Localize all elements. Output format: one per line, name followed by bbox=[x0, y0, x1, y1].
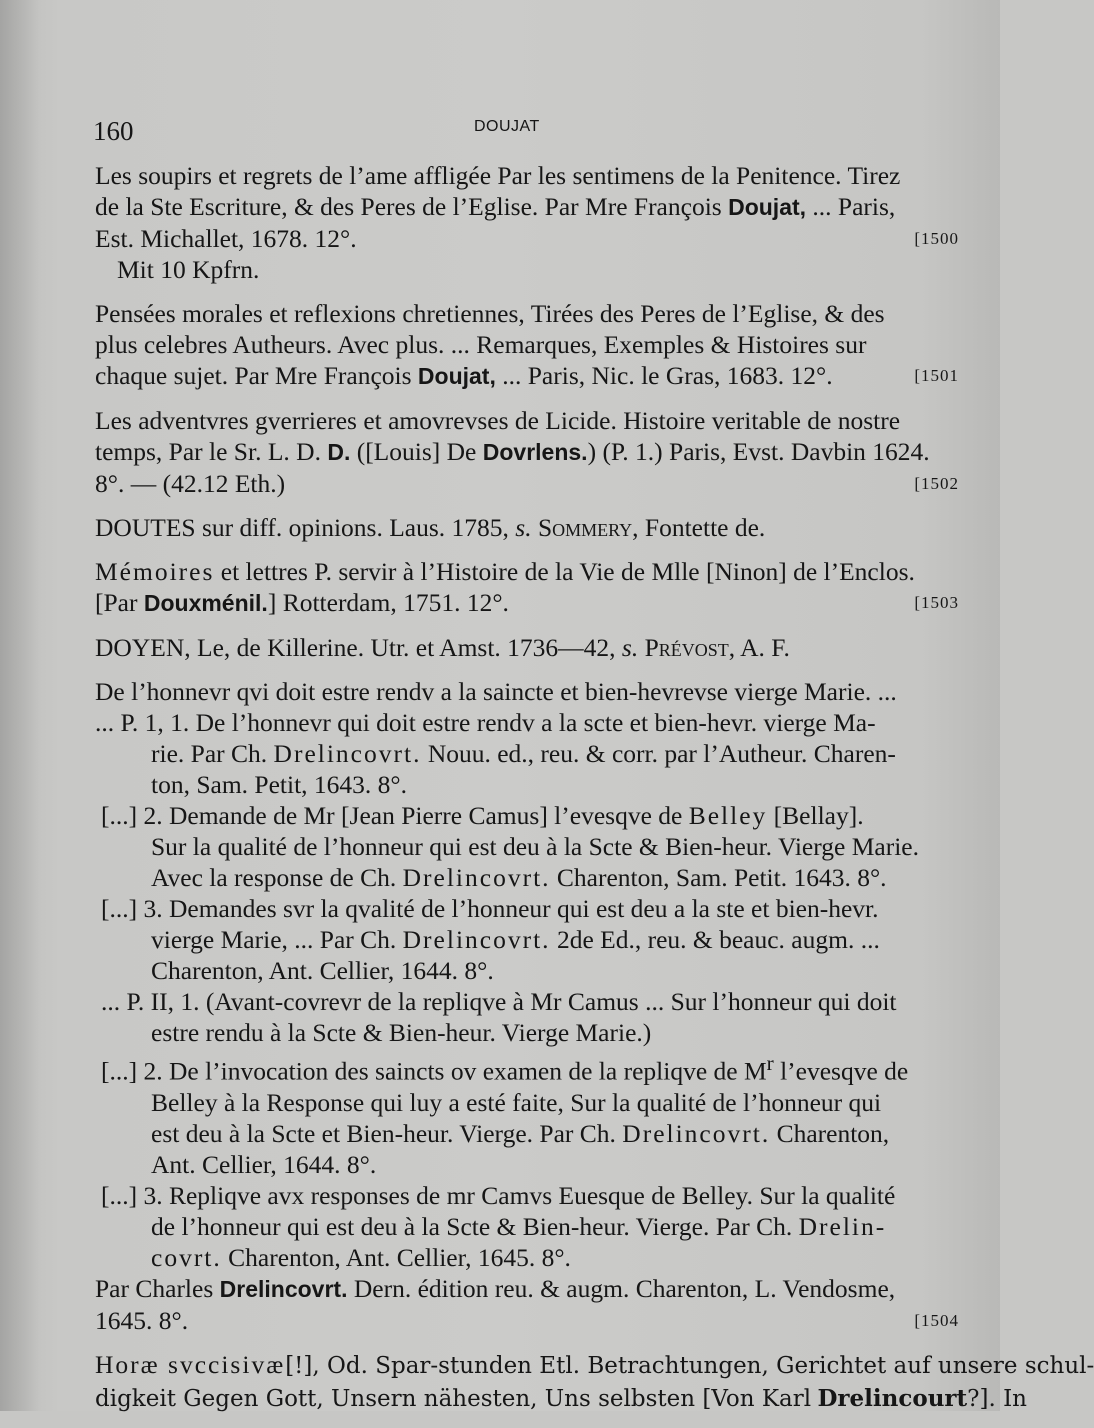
entry-number: [1502 bbox=[914, 474, 959, 493]
entry-line: 8°. — (42.12 Eth.) [1502 bbox=[95, 469, 959, 498]
running-head: DOUJAT bbox=[474, 118, 540, 135]
entry-1502 bbox=[95, 405, 959, 499]
entry-line: Les adventvres gverrieres et amovrevses de Licide. Histoire veritable de nostre bbox=[95, 406, 901, 435]
entry-line: Est. Michallet, 1678. 12°. [1500 bbox=[95, 224, 959, 253]
entry-line: Pensées morales et reflexions chretiennes, Tirées des Peres de l’Eglise, & des bbox=[95, 299, 885, 328]
entry-line: De l’honnevr qvi doit estre rendv a la saincte et bien-hevrevse vierge Marie. ... bbox=[95, 677, 897, 706]
entry-line: digkeit Gegen Gott, Unsern nähesten, Uns selbsten [Von Karl Drelincourt?]. In bbox=[95, 1384, 1027, 1412]
entry-line: vierge Marie, ... Par Ch. Drelincovrt. 2de Ed., reu. & beauc. augm. ... bbox=[151, 925, 880, 954]
entry-line: de la Ste Escriture, & des Peres de l’Eglise. Par Mre François Doujat, ... Paris, bbox=[95, 192, 896, 221]
entry-line: 1645. 8°. [1504 bbox=[95, 1305, 959, 1335]
entry-note: Mit 10 Kpfrn. bbox=[117, 255, 260, 284]
entry-doyen bbox=[95, 632, 955, 663]
entry-1500 bbox=[95, 160, 959, 285]
entry-number: [1500 bbox=[914, 229, 959, 248]
entry-line: plus celebres Autheurs. Avec plus. ... Remarques, Exemples & Histoires sur bbox=[95, 330, 867, 359]
entry-line: Charenton, Ant. Cellier, 1644. 8°. bbox=[151, 956, 494, 985]
entry-line: ... P. 1, 1. De l’honnevr qui doit estre rendv a la scte et bien-hevr. vierge Ma- bbox=[95, 708, 876, 737]
entry-line: est deu à la Scte et Bien-heur. Vierge. Par Ch. Drelincovrt. Charenton, bbox=[151, 1118, 890, 1148]
entry-number: [1504 bbox=[914, 1310, 959, 1330]
gutter-shadow bbox=[0, 0, 40, 1411]
entry-doutes bbox=[95, 512, 955, 543]
entry-line: ton, Sam. Petit, 1643. 8°. bbox=[151, 770, 407, 799]
author-name: Dovrlens. bbox=[482, 439, 588, 465]
entry-line: DOUTES sur diff. opinions. Laus. 1785, s. Sommery, Fontette de. bbox=[95, 513, 766, 542]
entry-line: ... P. II, 1. (Avant-covrevr de la repliqve à Mr Camus ... Sur l’honneur qui doit bbox=[101, 987, 897, 1016]
entry-line: Avec la response de Ch. Drelincovrt. Charenton, Sam. Petit. 1643. 8°. bbox=[151, 863, 887, 892]
page-body bbox=[95, 160, 1094, 1428]
entry-line: temps, Par le Sr. L. D. D. ([Louis] De Dovrlens.) (P. 1.) Paris, Evst. Davbin 1624. bbox=[95, 437, 930, 466]
author-name: Doujat, bbox=[728, 194, 807, 220]
author-initial: D. bbox=[327, 439, 351, 465]
entry-line: Par Charles Drelincovrt. Dern. édition reu. & augm. Charenton, L. Vendosme, bbox=[95, 1273, 896, 1303]
entry-1503 bbox=[95, 556, 959, 619]
entry-line: Mémoires et lettres P. servir à l’Histoire de la Vie de Mlle [Ninon] de l’Enclos. bbox=[95, 557, 915, 586]
entry-line: DOYEN, Le, de Killerine. Utr. et Amst. 1736—42, s. Prévost, A. F. bbox=[95, 633, 790, 662]
entry-line: Ant. Cellier, 1644. 8°. bbox=[151, 1149, 377, 1179]
entry-line: de l’honneur qui est deu à la Scte & Bien-heur. Vierge. Par Ch. Drelin- bbox=[151, 1211, 887, 1241]
author-name: Doujat, bbox=[417, 363, 496, 389]
cross-reference: Sommery, bbox=[537, 513, 639, 542]
entry-line: Sur la qualité de l’honneur qui est deu à la Scte & Bien-heur. Vierge Marie. bbox=[151, 832, 919, 861]
entry-horae bbox=[95, 1349, 1094, 1415]
cross-reference: Prévost, bbox=[644, 633, 736, 662]
author-name: Drelincovrt. bbox=[219, 1275, 348, 1302]
author-name: Douxménil. bbox=[143, 590, 268, 616]
page-number: 160 bbox=[93, 116, 134, 146]
entry-1501 bbox=[95, 298, 959, 392]
entry-line: Les soupirs et regrets de l’ame affligée Par les sentimens de la Penitence. Tirez bbox=[95, 161, 901, 190]
entry-line: [...] 3. Repliqve avx responses de mr Camvs Euesque de Belley. Sur la qualité bbox=[101, 1180, 896, 1210]
entry-line: [Par Douxménil.] Rotterdam, 1751. 12°. [1503 bbox=[95, 588, 959, 617]
entry-line: covrt. Charenton, Ant. Cellier, 1645. 8°. bbox=[151, 1242, 571, 1272]
entry-number: [1501 bbox=[914, 366, 959, 385]
entry-line: [...] 2. De l’invocation des saincts ov examen de la repliqve de $M^r$ l’evesqve de bbox=[101, 1051, 909, 1086]
entry-1504 bbox=[95, 676, 959, 1336]
entry-line: Belley à la Response qui luy a esté faite, Sur la qualité de l’honneur qui bbox=[151, 1087, 882, 1117]
entry-line: rie. Par Ch. Drelincovrt. Nouu. ed., reu. & corr. par l’Autheur. Charen- bbox=[151, 739, 896, 768]
entry-line: chaque sujet. Par Mre François Doujat, ... Paris, Nic. le Gras, 1683. 12°. [1501 bbox=[95, 361, 959, 390]
author-name: Drelincourt bbox=[817, 1384, 968, 1412]
entry-line: Horæ svccisivæ[!], Od. Spar-stunden Etl. Betrachtungen, Gerichtet auf unsere schul- bbox=[95, 1349, 1094, 1379]
entry-line: estre rendu à la Scte & Bien-heur. Vierge Marie.) bbox=[151, 1018, 652, 1047]
entry-number: [1503 bbox=[914, 593, 959, 612]
entry-line: [...] 2. Demande de Mr [Jean Pierre Camus] l’evesqve de Belley [Bellay]. bbox=[101, 801, 864, 830]
entry-line: [...] 3. Demandes svr la qvalité de l’honneur qui est deu a la ste et bien-hevr. bbox=[101, 894, 879, 923]
